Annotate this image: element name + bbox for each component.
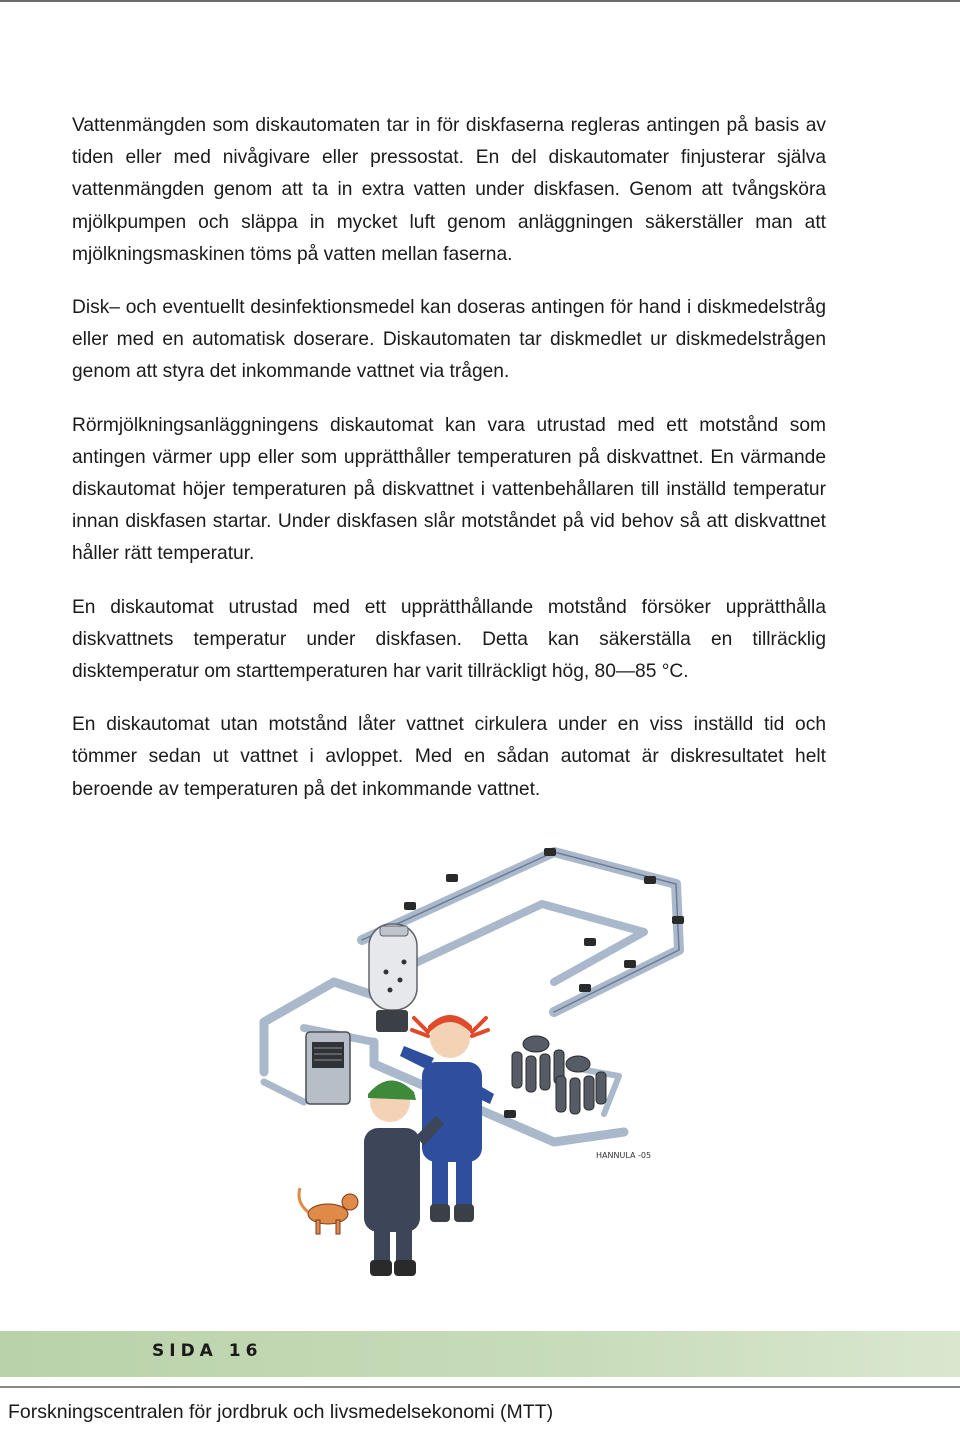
paragraph-1: Vattenmängden som diskautomaten tar in för diskfaserna regleras antingen på basis av tiden eller med nivågivare eller pressostat. En del diskautomater finjusterar själva vattenmängden genom att ta in extra vatten under diskfasen. Genom att tvångsköra mjölkpumpen och släppa in mycket luft genom anläggningen säkerställer man att mjölkningsmaskinen töms på vatten mellan faserna. [72,115,826,265]
page-label: SIDA 16 [152,1341,263,1361]
paragraph-4: En diskautomat utrustad med ett upprätthållande motstånd försöker upprätthålla diskvattnets temperatur under diskfasen. Detta kan säkerställa en tillräcklig disktemperatur om starttemperaturen har varit tillräckligt hög, 80—85 °C. [72,596,826,683]
milking-system-illustration [224,832,688,1282]
receiver-jar [369,924,417,1032]
top-rule [0,0,960,2]
artist-signature: HANNULA -05 [596,1151,652,1160]
milking-units [512,1036,606,1114]
paragraph-5: En diskautomat utan motstånd låter vattnet cirkulera under en viss inställd tid och tömmer sedan ut vattnet i avloppet. Med en sådan automat är diskresultatet helt beroende av temperaturen på det inkommande vattnet. [72,714,826,800]
footer-band [0,1331,960,1377]
organization-name: Forskningscentralen för jordbruk och livsmedelsekonomi (MTT) [8,1401,554,1423]
footer-rule [0,1386,960,1388]
paragraph-2: Disk– och eventuellt desinfektionsmedel kan doseras antingen för hand i diskmedelstråg eller med en automatisk doserare. Diskautomaten tar diskmedlet ur diskmedelstrågen genom att styra det inkommande vattnet via trågen. [72,297,826,383]
cat-figure [299,1188,358,1234]
wash-automat [306,1032,350,1104]
body-text [72,110,826,827]
paragraph-3: Rörmjölkningsanläggningens diskautomat kan vara utrustad med ett motstånd som antingen värmer upp eller som upprätthåller temperaturen på diskvattnet. En värmande diskautomat höjer temperaturen på diskvattnet i vattenbehållaren till inställd temperatur innan diskfasen startar. Under diskfasen slår motståndet på vid behov så att diskvattnet håller rätt temperatur. [72,414,826,565]
